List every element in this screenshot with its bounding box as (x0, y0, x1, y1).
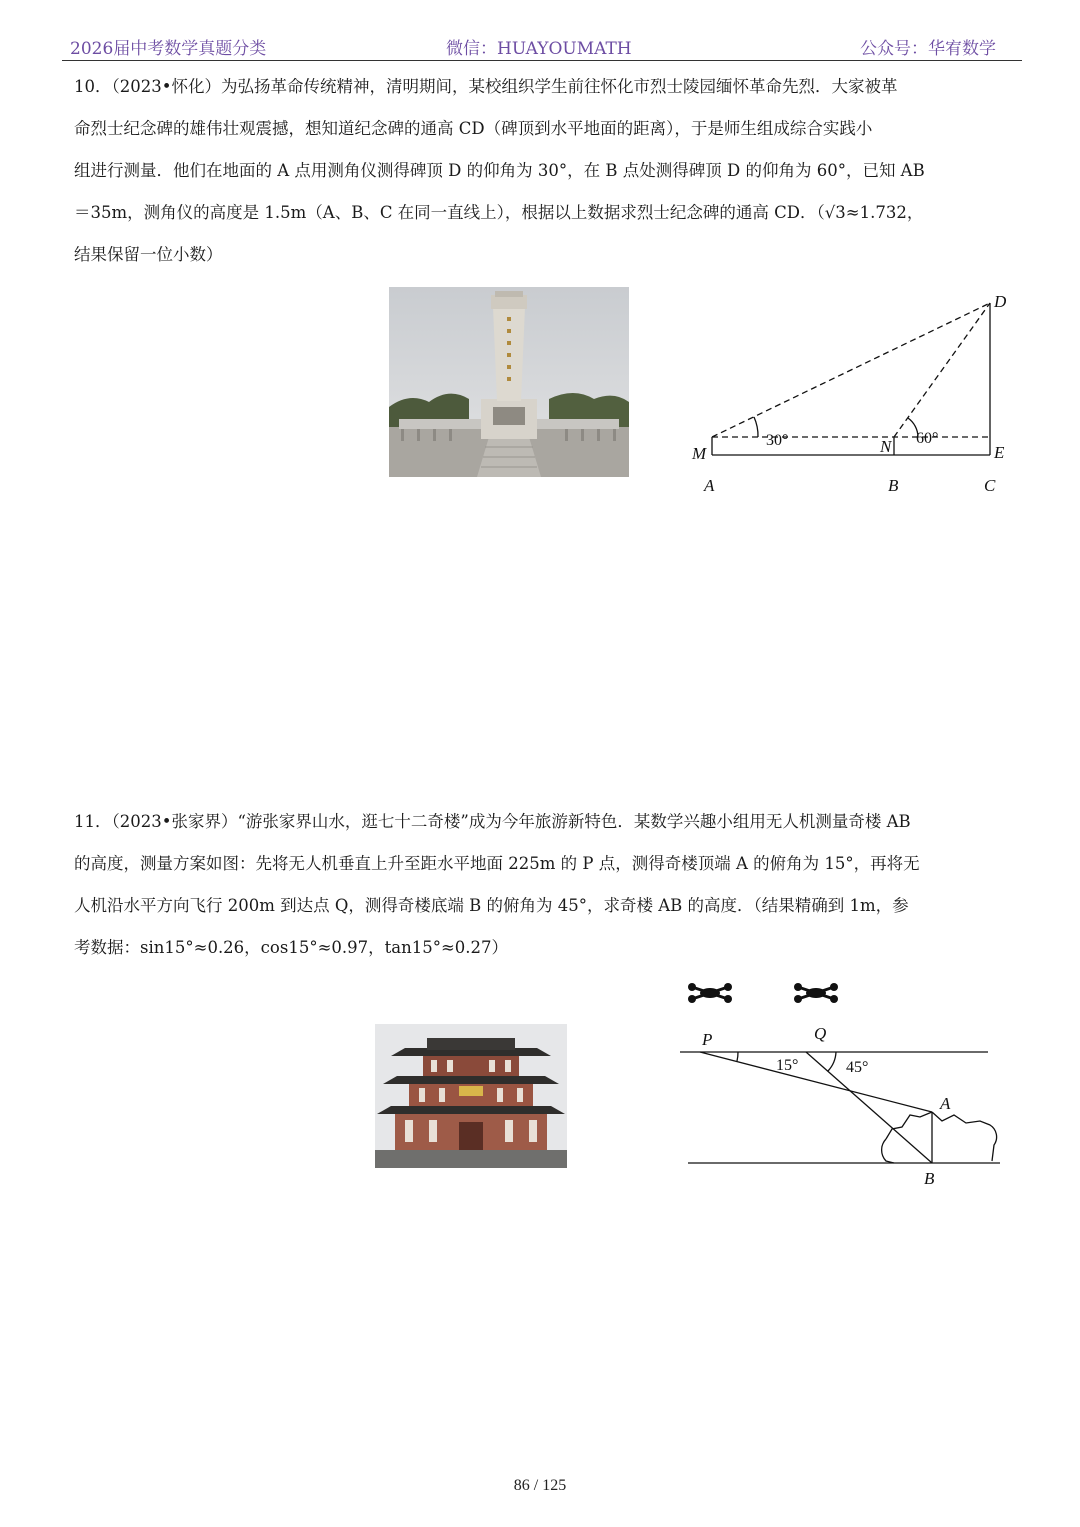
label-q: Q (814, 1024, 827, 1043)
label-a: A (704, 476, 715, 495)
problem-line: ＝35m，测角仪的高度是 1.5m（A、B、C 在同一直线上），根据以上数据求烈士纪念碑的通高 CD．（√3≈1.732， (74, 203, 924, 222)
label-m: M (692, 444, 707, 463)
angle-label-30: 30° (766, 432, 789, 449)
sight-line-nd (894, 303, 990, 437)
problem-11-text (74, 801, 1010, 969)
problem-line: 考数据：sin15°≈0.26，cos15°≈0.97，tan15°≈0.27） (74, 938, 509, 957)
header-series-title: 2026届中考数学真题分类 (70, 39, 267, 59)
angle-arc-45 (828, 1052, 836, 1071)
monument-measurement-diagram (680, 285, 1025, 505)
problem-line: 命烈士纪念碑的雄伟壮观震撼，想知道纪念碑的通高 CD（碑顶到水平地面的距离），于是师生组成综合实践小 (74, 119, 873, 138)
label-c: C (984, 476, 996, 495)
label-b: B (924, 1169, 935, 1188)
problem-line: 11．（2023•张家界）“游张家界山水，逛七十二奇楼”成为今年旅游新特色．某数学兴趣小组用无人机测量奇楼 AB (74, 812, 911, 831)
label-d: D (994, 292, 1007, 311)
label-e: E (994, 443, 1005, 462)
angle-label-15: 15° (776, 1057, 799, 1074)
angle-label-60: 60° (916, 430, 939, 447)
problem-line: 人机沿水平方向飞行 200m 到达点 Q，测得奇楼底端 B 的俯角为 45°，求奇楼 AB 的高度．（结果精确到 1m，参 (74, 896, 909, 915)
pavilion-photo (375, 1024, 567, 1168)
label-a: A (940, 1094, 951, 1113)
page-number-total: 125 (542, 1477, 567, 1494)
angle-label-45: 45° (846, 1059, 869, 1076)
page-footer (0, 1477, 1080, 1495)
problem-10-text (74, 66, 1010, 276)
angle-arc-15 (737, 1052, 738, 1061)
problem-line: 组进行测量．他们在地面的 A 点用测角仪测得碑顶 D 的仰角为 30°，在 B 点处测得碑顶 D 的仰角为 60°，已知 AB (74, 161, 925, 180)
header-account: 公众号：华宥数学 (860, 39, 996, 59)
label-b: B (888, 476, 899, 495)
page-number-separator: / (533, 1477, 539, 1494)
page-header (62, 32, 1022, 61)
drone-measurement-diagram (670, 975, 1015, 1190)
angle-arc-30 (754, 417, 758, 437)
label-p: P (702, 1030, 713, 1049)
cloud-outline-left (882, 1139, 894, 1163)
drone-icon (794, 983, 838, 1003)
header-wechat: 微信：HUAYOUMATH (446, 39, 632, 59)
monument-photo (389, 287, 629, 477)
problem-line: 的高度，测量方案如图：先将无人机垂直上升至距水平地面 225m 的 P 点，测得奇楼顶端 A 的俯角为 15°，再将无 (74, 854, 920, 873)
drone-icon (688, 983, 732, 1003)
problem-line: 结果保留一位小数） (74, 245, 223, 264)
sight-line-md (712, 303, 990, 437)
problem-line: 10．（2023•怀化）为弘扬革命传统精神，清明期间，某校组织学生前往怀化市烈士陵园缅怀革命先烈．大家被革 (74, 77, 898, 96)
label-n: N (880, 437, 892, 456)
page-number-current: 86 (513, 1477, 530, 1494)
